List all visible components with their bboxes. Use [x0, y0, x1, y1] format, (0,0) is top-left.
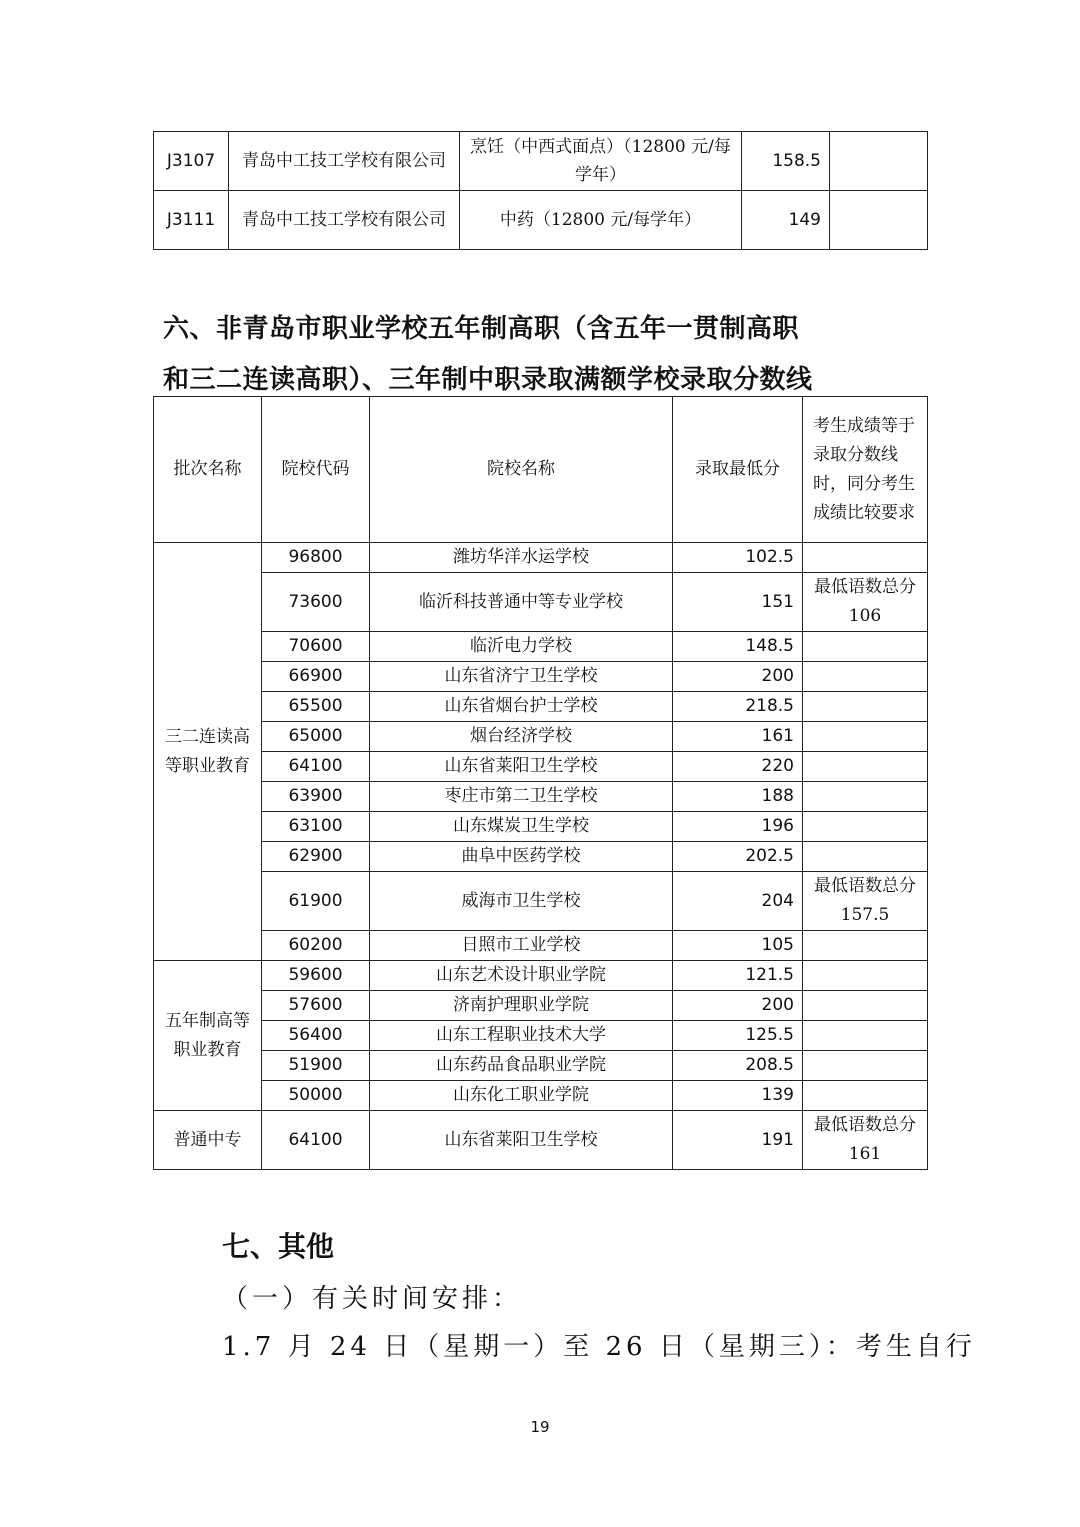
cell-code: 57600: [262, 991, 370, 1021]
cell-school: 曲阜中医药学校: [370, 842, 673, 872]
cell-score: 102.5: [673, 543, 803, 573]
cell-code: J3111: [154, 191, 229, 250]
table-row: [154, 1111, 928, 1170]
cell-score: 158.5: [742, 132, 830, 191]
cell-code: 56400: [262, 1021, 370, 1051]
table-row: [154, 842, 928, 872]
cell-code: J3107: [154, 132, 229, 191]
cell-score: 151: [673, 573, 803, 632]
section7-title: 七、其他: [222, 1230, 335, 1263]
table-row: [154, 1081, 928, 1111]
page-number: 19: [530, 1418, 550, 1436]
cell-school: 山东省济宁卫生学校: [370, 662, 673, 692]
cell-school: 山东工程职业技术大学: [370, 1021, 673, 1051]
cell-requirement: [803, 752, 928, 782]
cell-code: 59600: [262, 961, 370, 991]
cell-score: 161: [673, 722, 803, 752]
cell-score: 200: [673, 662, 803, 692]
cell-score: 188: [673, 782, 803, 812]
header-school: 院校名称: [370, 397, 673, 543]
cell-code: 60200: [262, 931, 370, 961]
cell-school: 日照市工业学校: [370, 931, 673, 961]
cell-batch: 普通中专: [154, 1111, 262, 1170]
cell-code: 50000: [262, 1081, 370, 1111]
table-row: [154, 662, 928, 692]
cell-school: 临沂电力学校: [370, 632, 673, 662]
table-row: [154, 573, 928, 632]
table-row: [154, 752, 928, 782]
cell-code: 62900: [262, 842, 370, 872]
header-min-score: 录取最低分: [673, 397, 803, 543]
cell-requirement: [803, 961, 928, 991]
table-row: [154, 991, 928, 1021]
cell-major: 烹饪（中西式面点）（12800 元/每学年）: [460, 132, 742, 191]
cell-score: 220: [673, 752, 803, 782]
section6-title-line2: 和三二连读高职）、三年制中职录取满额学校录取分数线: [163, 365, 813, 395]
cell-code: 66900: [262, 662, 370, 692]
cell-requirement: [803, 1051, 928, 1081]
header-requirement: 考生成绩等于录取分数线时，同分考生成绩比较要求: [803, 397, 928, 543]
cell-requirement: 最低语数总分 161: [803, 1111, 928, 1170]
cell-score: 200: [673, 991, 803, 1021]
cell-score: 218.5: [673, 692, 803, 722]
cell-requirement: [803, 991, 928, 1021]
cell-school: 济南护理职业学院: [370, 991, 673, 1021]
table-row: [154, 782, 928, 812]
table-row: [154, 812, 928, 842]
cell-requirement: [803, 812, 928, 842]
table-row: [154, 191, 928, 250]
cell-school: 青岛中工技工学校有限公司: [229, 191, 460, 250]
cell-code: 70600: [262, 632, 370, 662]
cell-score: 148.5: [673, 632, 803, 662]
cell-school: 山东省烟台护士学校: [370, 692, 673, 722]
cell-code: 96800: [262, 543, 370, 573]
section6-title-line1: 六、非青岛市职业学校五年制高职（含五年一贯制高职: [163, 314, 800, 344]
cell-requirement: [803, 782, 928, 812]
table-header-row: [154, 397, 928, 543]
cell-requirement: [803, 931, 928, 961]
table-row: [154, 961, 928, 991]
cell-requirement: [803, 842, 928, 872]
admission-score-table: [153, 396, 928, 1170]
cell-code: 63100: [262, 812, 370, 842]
continuation-table: [153, 131, 928, 250]
cell-code: 65000: [262, 722, 370, 752]
cell-requirement: [803, 632, 928, 662]
table-row: [154, 543, 928, 573]
cell-school: 山东省莱阳卫生学校: [370, 1111, 673, 1170]
cell-note: [830, 132, 928, 191]
table-row: [154, 132, 928, 191]
cell-score: 125.5: [673, 1021, 803, 1051]
cell-school: 山东药品食品职业学院: [370, 1051, 673, 1081]
cell-requirement: [803, 722, 928, 752]
cell-requirement: [803, 1021, 928, 1051]
cell-school: 临沂科技普通中等专业学校: [370, 573, 673, 632]
cell-school: 山东化工职业学院: [370, 1081, 673, 1111]
cell-requirement: [803, 662, 928, 692]
cell-school: 烟台经济学校: [370, 722, 673, 752]
cell-score: 191: [673, 1111, 803, 1170]
cell-school: 枣庄市第二卫生学校: [370, 782, 673, 812]
cell-score: 196: [673, 812, 803, 842]
table-row: [154, 872, 928, 931]
cell-code: 73600: [262, 573, 370, 632]
cell-school: 山东煤炭卫生学校: [370, 812, 673, 842]
cell-code: 65500: [262, 692, 370, 722]
cell-requirement: 最低语数总分 106: [803, 573, 928, 632]
section7-line1: 1.7 月 24 日（星期一）至 26 日（星期三）：考生自行: [222, 1332, 976, 1362]
cell-major: 中药（12800 元/每学年）: [460, 191, 742, 250]
cell-school: 青岛中工技工学校有限公司: [229, 132, 460, 191]
header-code: 院校代码: [262, 397, 370, 543]
cell-batch: 三二连读高等职业教育: [154, 543, 262, 961]
table-row: [154, 722, 928, 752]
cell-code: 51900: [262, 1051, 370, 1081]
cell-requirement: [803, 692, 928, 722]
section7-subtitle: （一）有关时间安排：: [222, 1284, 523, 1314]
cell-batch: 五年制高等职业教育: [154, 961, 262, 1111]
cell-school: 山东省莱阳卫生学校: [370, 752, 673, 782]
cell-requirement: 最低语数总分 157.5: [803, 872, 928, 931]
header-batch: 批次名称: [154, 397, 262, 543]
cell-score: 208.5: [673, 1051, 803, 1081]
table-row: [154, 1051, 928, 1081]
table-row: [154, 692, 928, 722]
cell-code: 64100: [262, 752, 370, 782]
cell-requirement: [803, 1081, 928, 1111]
cell-school: 威海市卫生学校: [370, 872, 673, 931]
cell-score: 139: [673, 1081, 803, 1111]
cell-school: 潍坊华洋水运学校: [370, 543, 673, 573]
table-row: [154, 1021, 928, 1051]
cell-code: 64100: [262, 1111, 370, 1170]
cell-note: [830, 191, 928, 250]
table-row: [154, 632, 928, 662]
cell-score: 204: [673, 872, 803, 931]
cell-score: 121.5: [673, 961, 803, 991]
cell-score: 105: [673, 931, 803, 961]
cell-score: 202.5: [673, 842, 803, 872]
cell-requirement: [803, 543, 928, 573]
cell-code: 61900: [262, 872, 370, 931]
cell-school: 山东艺术设计职业学院: [370, 961, 673, 991]
cell-code: 63900: [262, 782, 370, 812]
table-row: [154, 931, 928, 961]
cell-score: 149: [742, 191, 830, 250]
